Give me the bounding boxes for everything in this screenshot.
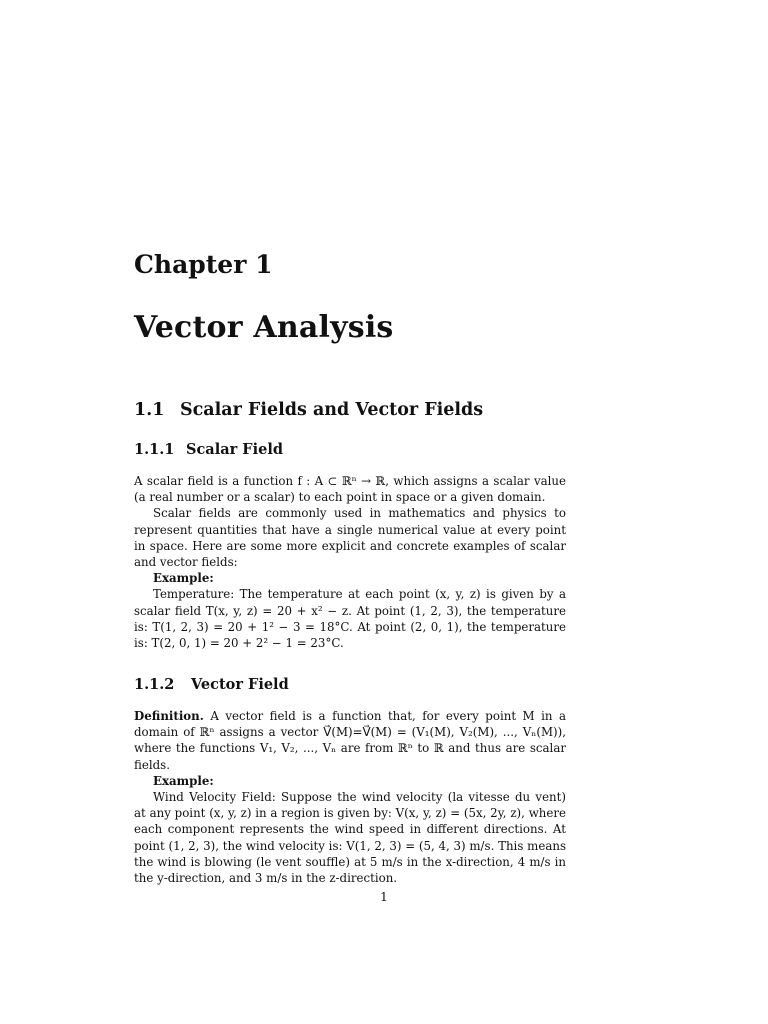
paragraph: A scalar field is a function f : A ⊂ ℝⁿ → ℝ, which assigns a scalar value (a real number or a scalar) to each point in space or a given domain.	[134, 474, 566, 505]
example-label: Example:	[153, 571, 214, 586]
subsection-heading-scalar	[134, 441, 283, 458]
section-heading	[134, 400, 483, 420]
vector-field-body	[134, 708, 566, 886]
subsection-title: Scalar Field	[186, 441, 283, 458]
chapter-title: Vector Analysis	[134, 310, 394, 345]
subsection-title: Vector Field	[191, 676, 289, 693]
subsection-heading-vector	[134, 676, 289, 693]
page-number: 1	[380, 890, 388, 904]
definition-label: Definition.	[134, 709, 204, 723]
definition-text: A vector field is a function that, for every point M in a domain of ℝⁿ assigns a vector V⃗(M)=V⃗(M) = (V₁(M), V₂(M), ..., Vₙ(M)), where the functions V₁, V₂, ..., Vₙ are from ℝⁿ to ℝ and thus are scalar fields.	[134, 709, 567, 772]
paragraph: Scalar fields are commonly used in mathematics and physics to represent quantities that have a single numerical value at every point in space. Here are some more explicit and concrete examples of scalar and vector fields:	[134, 506, 566, 570]
example-text: Wind Velocity Field: Suppose the wind velocity (la vitesse du vent) at any point (x, y, z) in a region is given by: V(x, y, z) = (5x, 2y, z), where each component represents the wind speed in different directions. At point (1, 2, 3), the wind velocity is: V(1, 2, 3) = (5, 4, 3) m/s. This means the wind is blowing (le vent souffle) at 5 m/s in the x-direction, 4 m/s in the y-direction, and 3 m/s in the z-direction.	[134, 790, 566, 886]
example-text: Temperature: The temperature at each point (x, y, z) is given by a scalar field T(x, y, z) = 20 + x² − z. At point (1, 2, 3), the temperature is: T(1, 2, 3) = 20 + 1² − 3 = 18°C. At point (2, 0, 1), the temperature is: T(2, 0, 1) = 20 + 2² − 1 = 23°C.	[134, 587, 566, 651]
section-number: 1.1	[134, 400, 165, 420]
subsection-number: 1.1.1	[134, 441, 175, 458]
section-title: Scalar Fields and Vector Fields	[180, 400, 484, 420]
subsection-number: 1.1.2	[134, 676, 175, 693]
scalar-field-body	[134, 473, 566, 651]
example-label: Example:	[153, 773, 214, 788]
definition-paragraph	[134, 708, 566, 773]
chapter-label: Chapter 1	[134, 250, 273, 279]
